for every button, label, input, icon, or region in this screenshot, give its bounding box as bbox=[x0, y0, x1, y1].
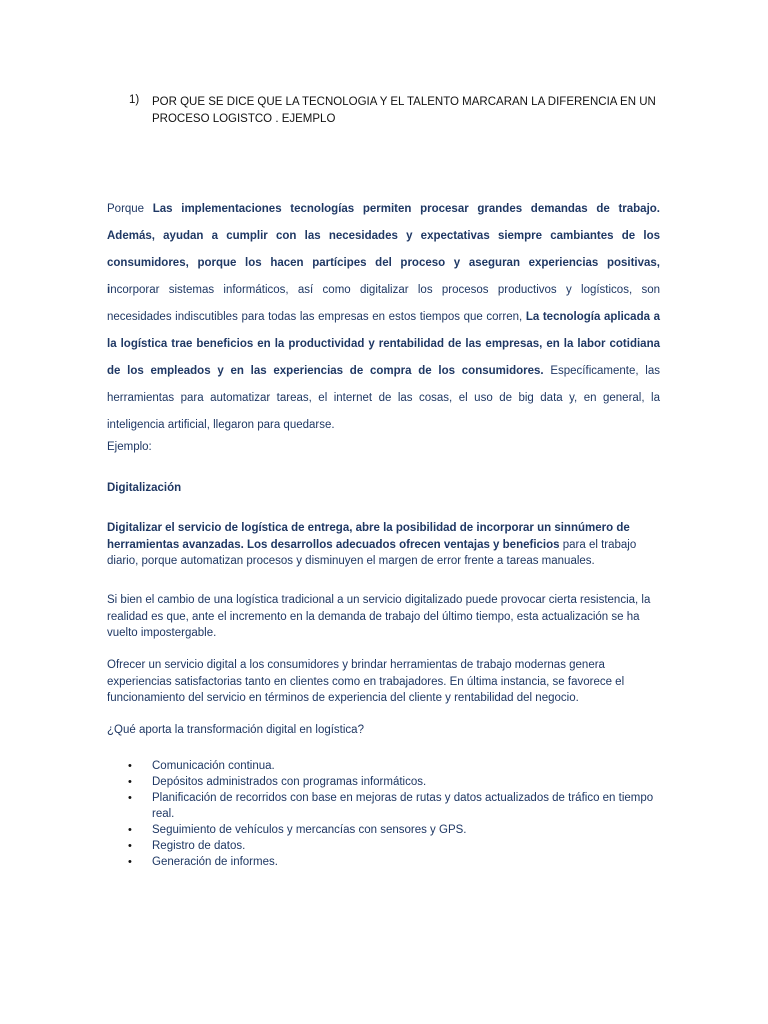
list-item bbox=[107, 822, 663, 838]
bullet-list bbox=[107, 758, 663, 870]
question-2: ¿Qué aporta la transformación digital en logística? bbox=[107, 724, 364, 736]
intro-text-1: Porque bbox=[107, 203, 153, 215]
bullet-icon: • bbox=[128, 776, 132, 788]
bullet-icon: • bbox=[128, 824, 132, 836]
question-text: POR QUE SE DICE QUE LA TECNOLOGIA Y EL TALENTO MARCARAN LA DIFERENCIA EN UN PROCESO LOGISTCO . EJEMPLO bbox=[152, 96, 656, 125]
list-item bbox=[107, 758, 663, 774]
paragraph-1-bold: Digitalizar el servicio de logística de entrega, abre la posibilidad de incorporar un sinnúmero de herramientas avanzadas. Los desarrollos adecuados ofrecen ventajas y beneficios bbox=[107, 522, 630, 551]
list-item bbox=[107, 854, 663, 870]
list-item-text: Registro de datos. bbox=[152, 840, 246, 852]
section-heading: Digitalización bbox=[107, 482, 182, 494]
question-number: 1) bbox=[129, 94, 140, 106]
list-item-text: Generación de informes. bbox=[152, 856, 278, 868]
bullet-icon: • bbox=[128, 792, 132, 804]
paragraph-1-text: para el trabajo diario, porque automatizan procesos y disminuyen el margen de error frente a tareas manuales. bbox=[107, 538, 637, 567]
paragraph-1 bbox=[107, 520, 663, 570]
example-label: Ejemplo: bbox=[107, 441, 152, 453]
list-item bbox=[107, 790, 663, 822]
list-item-text: Comunicación continua. bbox=[152, 760, 275, 772]
list-item-text: Depósitos administrados con programas informáticos. bbox=[152, 776, 427, 788]
list-item bbox=[107, 838, 663, 854]
list-item-text: Planificación de recorridos con base en mejoras de rutas y datos actualizados de tráfico en tiempo real. bbox=[152, 792, 654, 820]
list-item bbox=[107, 774, 663, 790]
intro-bold-1: Las implementaciones tecnologías permiten procesar grandes demandas de trabajo. Además, ayudan a cumplir con las necesidades y expectativas siempre cambiantes de los consumidores, porque los hacen partícipes del proceso y aseguran experiencias positivas, i bbox=[107, 203, 660, 296]
intro-paragraph bbox=[107, 196, 660, 439]
list-item-text: Seguimiento de vehículos y mercancías con sensores y GPS. bbox=[152, 824, 467, 836]
paragraph-3: Ofrecer un servicio digital a los consumidores y brindar herramientas de trabajo modernas genera experiencias satisfactorias tanto en clientes como en trabajadores. En última instancia, se favorece el funcionamiento del servicio en términos de experiencia del cliente y rentabilidad del negocio. bbox=[107, 659, 625, 704]
intro-text-2: ncorporar sistemas informáticos, así como digitalizar los procesos productivos y logísticos, son necesidades indiscutibles para todas las empresas en estos tiempos que corren, bbox=[107, 284, 660, 323]
paragraph-2: Si bien el cambio de una logística tradicional a un servicio digitalizado puede provocar cierta resistencia, la realidad es que, ante el incremento en la demanda de trabajo del último tiempo, esta actualización se ha vuelto impostergable. bbox=[107, 594, 651, 639]
intro-bold-2: La tecnología aplicada a la logística trae beneficios en la productividad y rentabilidad de las empresas, en la labor cotidiana de los empleados y en las experiencias de compra de los consumidores. bbox=[107, 311, 660, 377]
bullet-icon: • bbox=[128, 760, 132, 772]
bullet-icon: • bbox=[128, 840, 132, 852]
intro-text-3: Específicamente, las herramientas para automatizar tareas, el internet de las cosas, el uso de big data y, en general, la inteligencia artificial, llegaron para quedarse. bbox=[107, 365, 660, 431]
bullet-icon: • bbox=[128, 856, 132, 868]
